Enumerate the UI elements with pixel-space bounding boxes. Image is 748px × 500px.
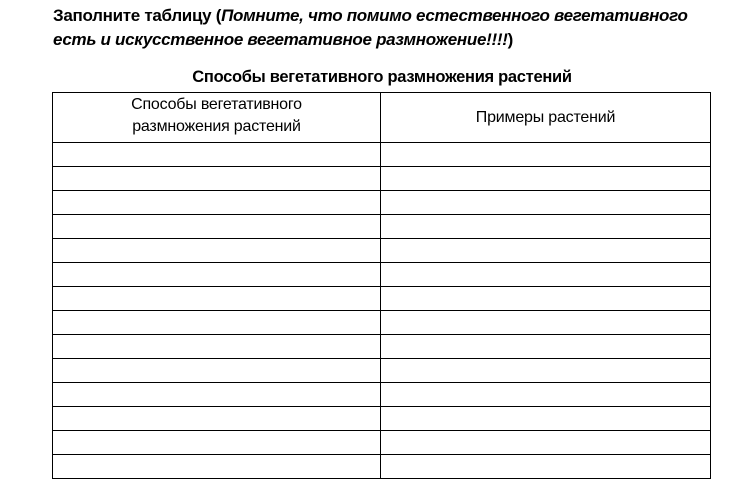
table-body: [53, 143, 711, 479]
instruction-suffix: ): [507, 30, 513, 49]
table-row: [53, 455, 711, 479]
example-cell[interactable]: [381, 191, 711, 215]
task-instruction: [53, 4, 713, 52]
method-cell[interactable]: [53, 143, 381, 167]
method-cell[interactable]: [53, 383, 381, 407]
method-cell[interactable]: [53, 239, 381, 263]
example-cell[interactable]: [381, 335, 711, 359]
table-row: [53, 287, 711, 311]
table-row: [53, 239, 711, 263]
example-cell[interactable]: [381, 215, 711, 239]
example-cell[interactable]: [381, 143, 711, 167]
method-cell[interactable]: [53, 311, 381, 335]
method-cell[interactable]: [53, 335, 381, 359]
method-cell[interactable]: [53, 215, 381, 239]
table-row: [53, 143, 711, 167]
table-row: [53, 215, 711, 239]
header-methods-line1: Способы вегетативного: [131, 96, 302, 113]
method-cell[interactable]: [53, 167, 381, 191]
table-row: [53, 359, 711, 383]
table-row: [53, 263, 711, 287]
table-row: [53, 311, 711, 335]
example-cell[interactable]: [381, 455, 711, 479]
method-cell[interactable]: [53, 263, 381, 287]
example-cell[interactable]: [381, 239, 711, 263]
method-cell[interactable]: [53, 455, 381, 479]
example-cell[interactable]: [381, 383, 711, 407]
header-methods-line2: размножения растений: [132, 118, 301, 135]
header-methods: [53, 93, 381, 143]
example-cell[interactable]: [381, 407, 711, 431]
method-cell[interactable]: [53, 287, 381, 311]
method-cell[interactable]: [53, 191, 381, 215]
table-header-row: [53, 93, 711, 143]
example-cell[interactable]: [381, 359, 711, 383]
table-row: [53, 191, 711, 215]
table-row: [53, 335, 711, 359]
method-cell[interactable]: [53, 359, 381, 383]
table-row: [53, 431, 711, 455]
table-row: [53, 407, 711, 431]
example-cell[interactable]: [381, 287, 711, 311]
table-row: [53, 167, 711, 191]
example-cell[interactable]: [381, 311, 711, 335]
header-examples: Примеры растений: [381, 93, 711, 143]
propagation-table: [52, 92, 711, 479]
example-cell[interactable]: [381, 263, 711, 287]
method-cell[interactable]: [53, 431, 381, 455]
table-title: Способы вегетативного размножения растений: [192, 68, 572, 86]
example-cell[interactable]: [381, 167, 711, 191]
example-cell[interactable]: [381, 431, 711, 455]
instruction-prefix: Заполните таблицу (: [53, 6, 222, 25]
instruction-emphasis: Помните, что помимо естественного вегетативного есть и искусственное вегетативное размножение!!!!: [53, 6, 688, 49]
table-row: [53, 383, 711, 407]
method-cell[interactable]: [53, 407, 381, 431]
